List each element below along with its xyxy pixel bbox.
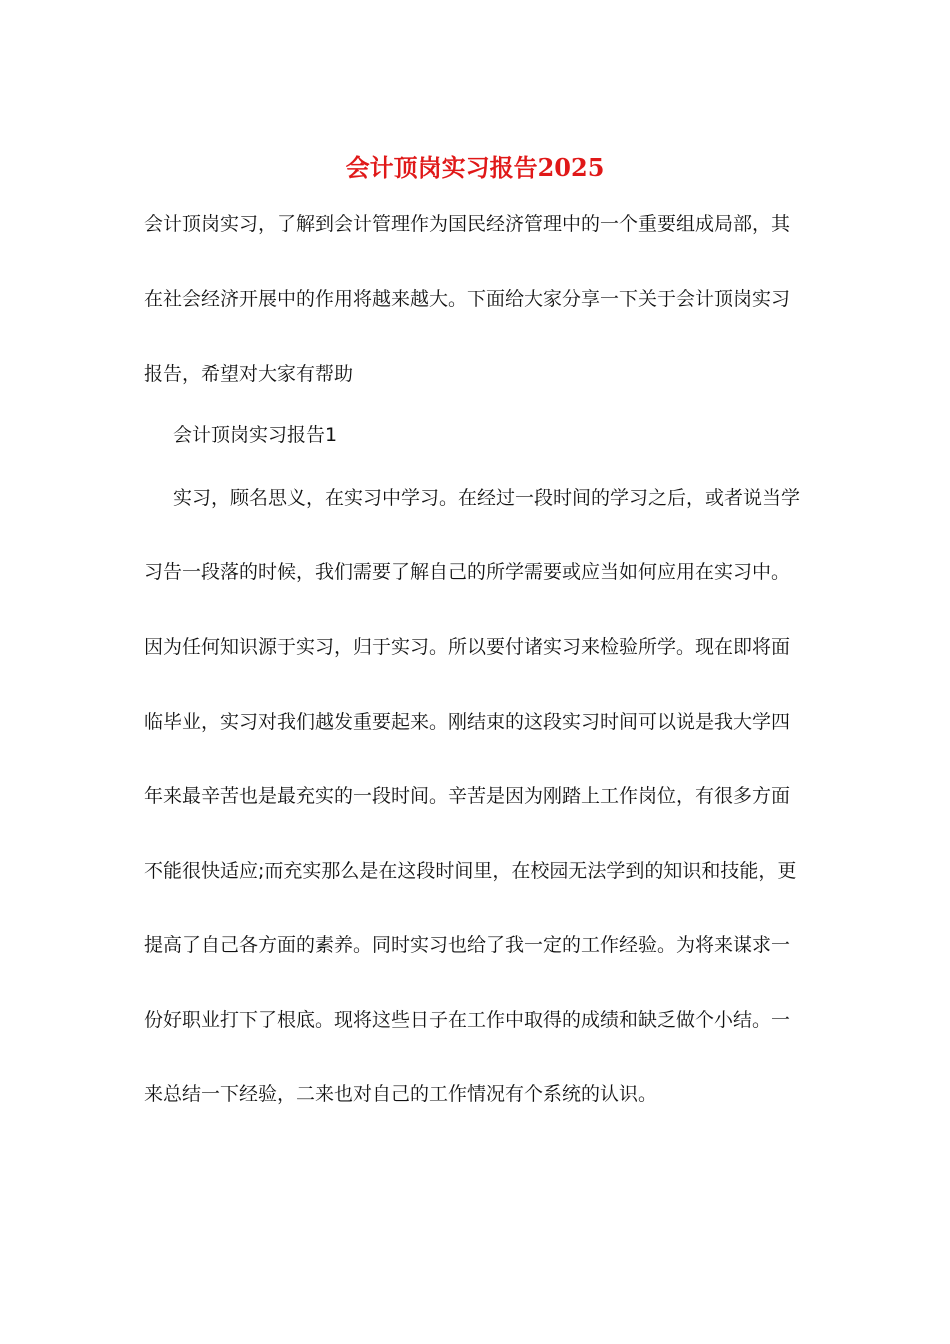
- document-title: 会计顶岗实习报告2025: [345, 153, 605, 182]
- body-line-3: 因为任何知识源于实习，归于实习。所以要付诸实习来检验所学。现在即将面: [144, 636, 791, 658]
- body-line-4: 临毕业，实习对我们越发重要起来。刚结束的这段实习时间可以说是我大学四: [144, 711, 791, 733]
- body-line-6: 不能很快适应;而充实那么是在这段时间里，在校园无法学到的知识和技能，更: [144, 860, 797, 882]
- body-line-9: 来总结一下经验，二来也对自己的工作情况有个系统的认识。: [144, 1083, 658, 1105]
- section-heading: 会计顶岗实习报告1: [173, 424, 338, 446]
- intro-line-3: 报告，希望对大家有帮助: [144, 363, 354, 385]
- body-line-2: 习告一段落的时候，我们需要了解自己的所学需要或应当如何应用在实习中。: [144, 561, 791, 583]
- body-line-5: 年来最辛苦也是最充实的一段时间。辛苦是因为刚踏上工作岗位，有很多方面: [144, 785, 791, 807]
- body-line-7: 提高了自己各方面的素养。同时实习也给了我一定的工作经验。为将来谋求一: [144, 934, 791, 956]
- intro-line-1: 会计顶岗实习，了解到会计管理作为国民经济管理中的一个重要组成局部，其: [144, 213, 791, 235]
- body-line-8: 份好职业打下了根底。现将这些日子在工作中取得的成绩和缺乏做个小结。一: [144, 1009, 791, 1031]
- intro-line-2: 在社会经济开展中的作用将越来越大。下面给大家分享一下关于会计顶岗实习: [144, 288, 791, 310]
- body-line-1: 实习，顾名思义，在实习中学习。在经过一段时间的学习之后，或者说当学: [173, 487, 801, 509]
